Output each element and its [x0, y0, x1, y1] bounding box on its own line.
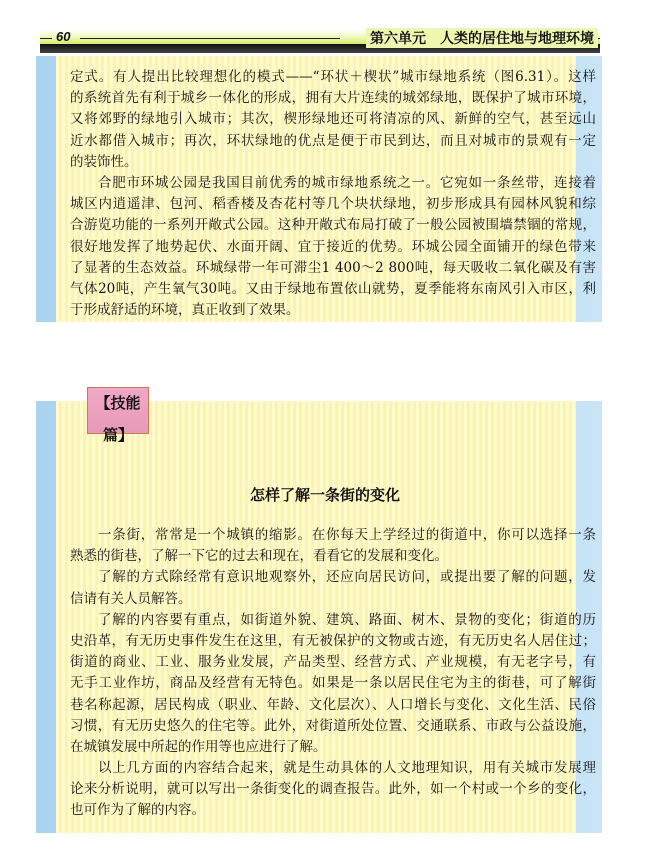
text-line: 定式。有人提出比较理想化的模式——“环状＋楔状”城市绿地系统（图6.31）。这样	[70, 69, 596, 85]
text-line: 习惯，有无历史悠久的住宅等。此外，对街道所处位置、交通联系、市政与公益设施，	[70, 717, 596, 734]
reading-box	[36, 56, 602, 322]
text-line: 以上几方面的内容结合起来，就是生动具体的人文地理知识，用有关城市发展理	[98, 760, 596, 777]
text-line: 气体20吨，产生氧气30吨。又由于绿地布置依山就势，夏季能将东南风引入市区，利	[70, 280, 596, 297]
text-line: 于形成舒适的环境，真正收到了效果。	[70, 302, 300, 319]
section-title: 怎样了解一条街的变化	[249, 487, 400, 504]
text-line: 的装饰性。	[70, 153, 138, 170]
skills-box	[36, 401, 602, 833]
skills-text	[70, 525, 596, 822]
text-line: 了解的方式除经常有意识地观察外，还应向居民访问，或提出要了解的问题，发	[98, 569, 596, 586]
text-line: 也可作为了解的内容。	[70, 802, 205, 819]
text-line: 合肥市环城公园是我国目前优秀的城市绿地系统之一。它宛如一条丝带，连接着	[98, 174, 596, 191]
text-line: 巷名称起源，居民构成（职业、年龄、文化层次）、人口增长与变化、文化生活、民俗	[70, 696, 596, 713]
text-line: 城区内逍遥津、包河、稻香楼及杏花村等几个块状绿地，初步形成具有园林风貌和综	[70, 196, 596, 213]
text-line: 信请有关人员解答。	[70, 590, 192, 607]
text-line: 近水都借入城市；再次，环状绿地的优点是便于市民到达，而且对城市的景观有一定	[70, 132, 596, 149]
text-line: 很好地发挥了地势起伏、水面开阔、宜于接近的优势。环城公园全面铺开的绿色带来	[70, 238, 596, 255]
page-number: 60	[56, 29, 71, 44]
skills-section-tab: 【技能篇】	[87, 387, 149, 434]
text-line: 的系统首先有利于城乡一体化的形成，拥有大片连续的城郊绿地，既保护了城市环境，	[70, 90, 596, 107]
text-line: 一条街，常常是一个城镇的缩影。在你每天上学经过的街道中，你可以选择一条	[98, 527, 596, 543]
header-rule	[80, 38, 340, 39]
unit-title: 第六单元 人类的居住地与地理环境	[366, 28, 598, 48]
text-line: 无手工业作坊，商品及经营有无特色。如果是一条以居民住宅为主的街巷，可了解街	[70, 675, 596, 692]
text-line: 史沿革，有无历史事件发生在这里，有无被保护的文物或古迹，有无历史名人居住过；	[70, 632, 596, 649]
text-line: 了显著的生态效益。环城绿带一年可滞尘1 400～2 800吨，每天吸收二氧化碳及有害	[70, 259, 596, 276]
text-line: 在城镇发展中所起的作用等也应进行了解。	[70, 738, 327, 755]
text-line: 又将郊野的绿地引入城市；其次，楔形绿地还可将清凉的风、新鲜的空气，甚至远山	[70, 111, 596, 128]
reading-text	[70, 67, 596, 321]
text-line: 合游览功能的一系列开敞式公园。这种开敞式布局打破了一般公园被围墙禁锢的常规，	[70, 217, 596, 234]
header-rule	[40, 38, 52, 39]
text-line: 论来分析说明，就可以写出一条街变化的调查报告。此外，如一个村或一个乡的变化，	[70, 781, 596, 798]
text-line: 了解的内容要有重点，如街道外貌、建筑、路面、树木、景物的变化；街道的历	[98, 611, 596, 628]
text-line: 街道的商业、工业、服务业发展，产品类型、经营方式、产业规模，有无老字号，有	[70, 654, 596, 671]
text-line: 熟悉的街巷，了解一下它的过去和现在，看看它的发展和变化。	[70, 548, 448, 565]
